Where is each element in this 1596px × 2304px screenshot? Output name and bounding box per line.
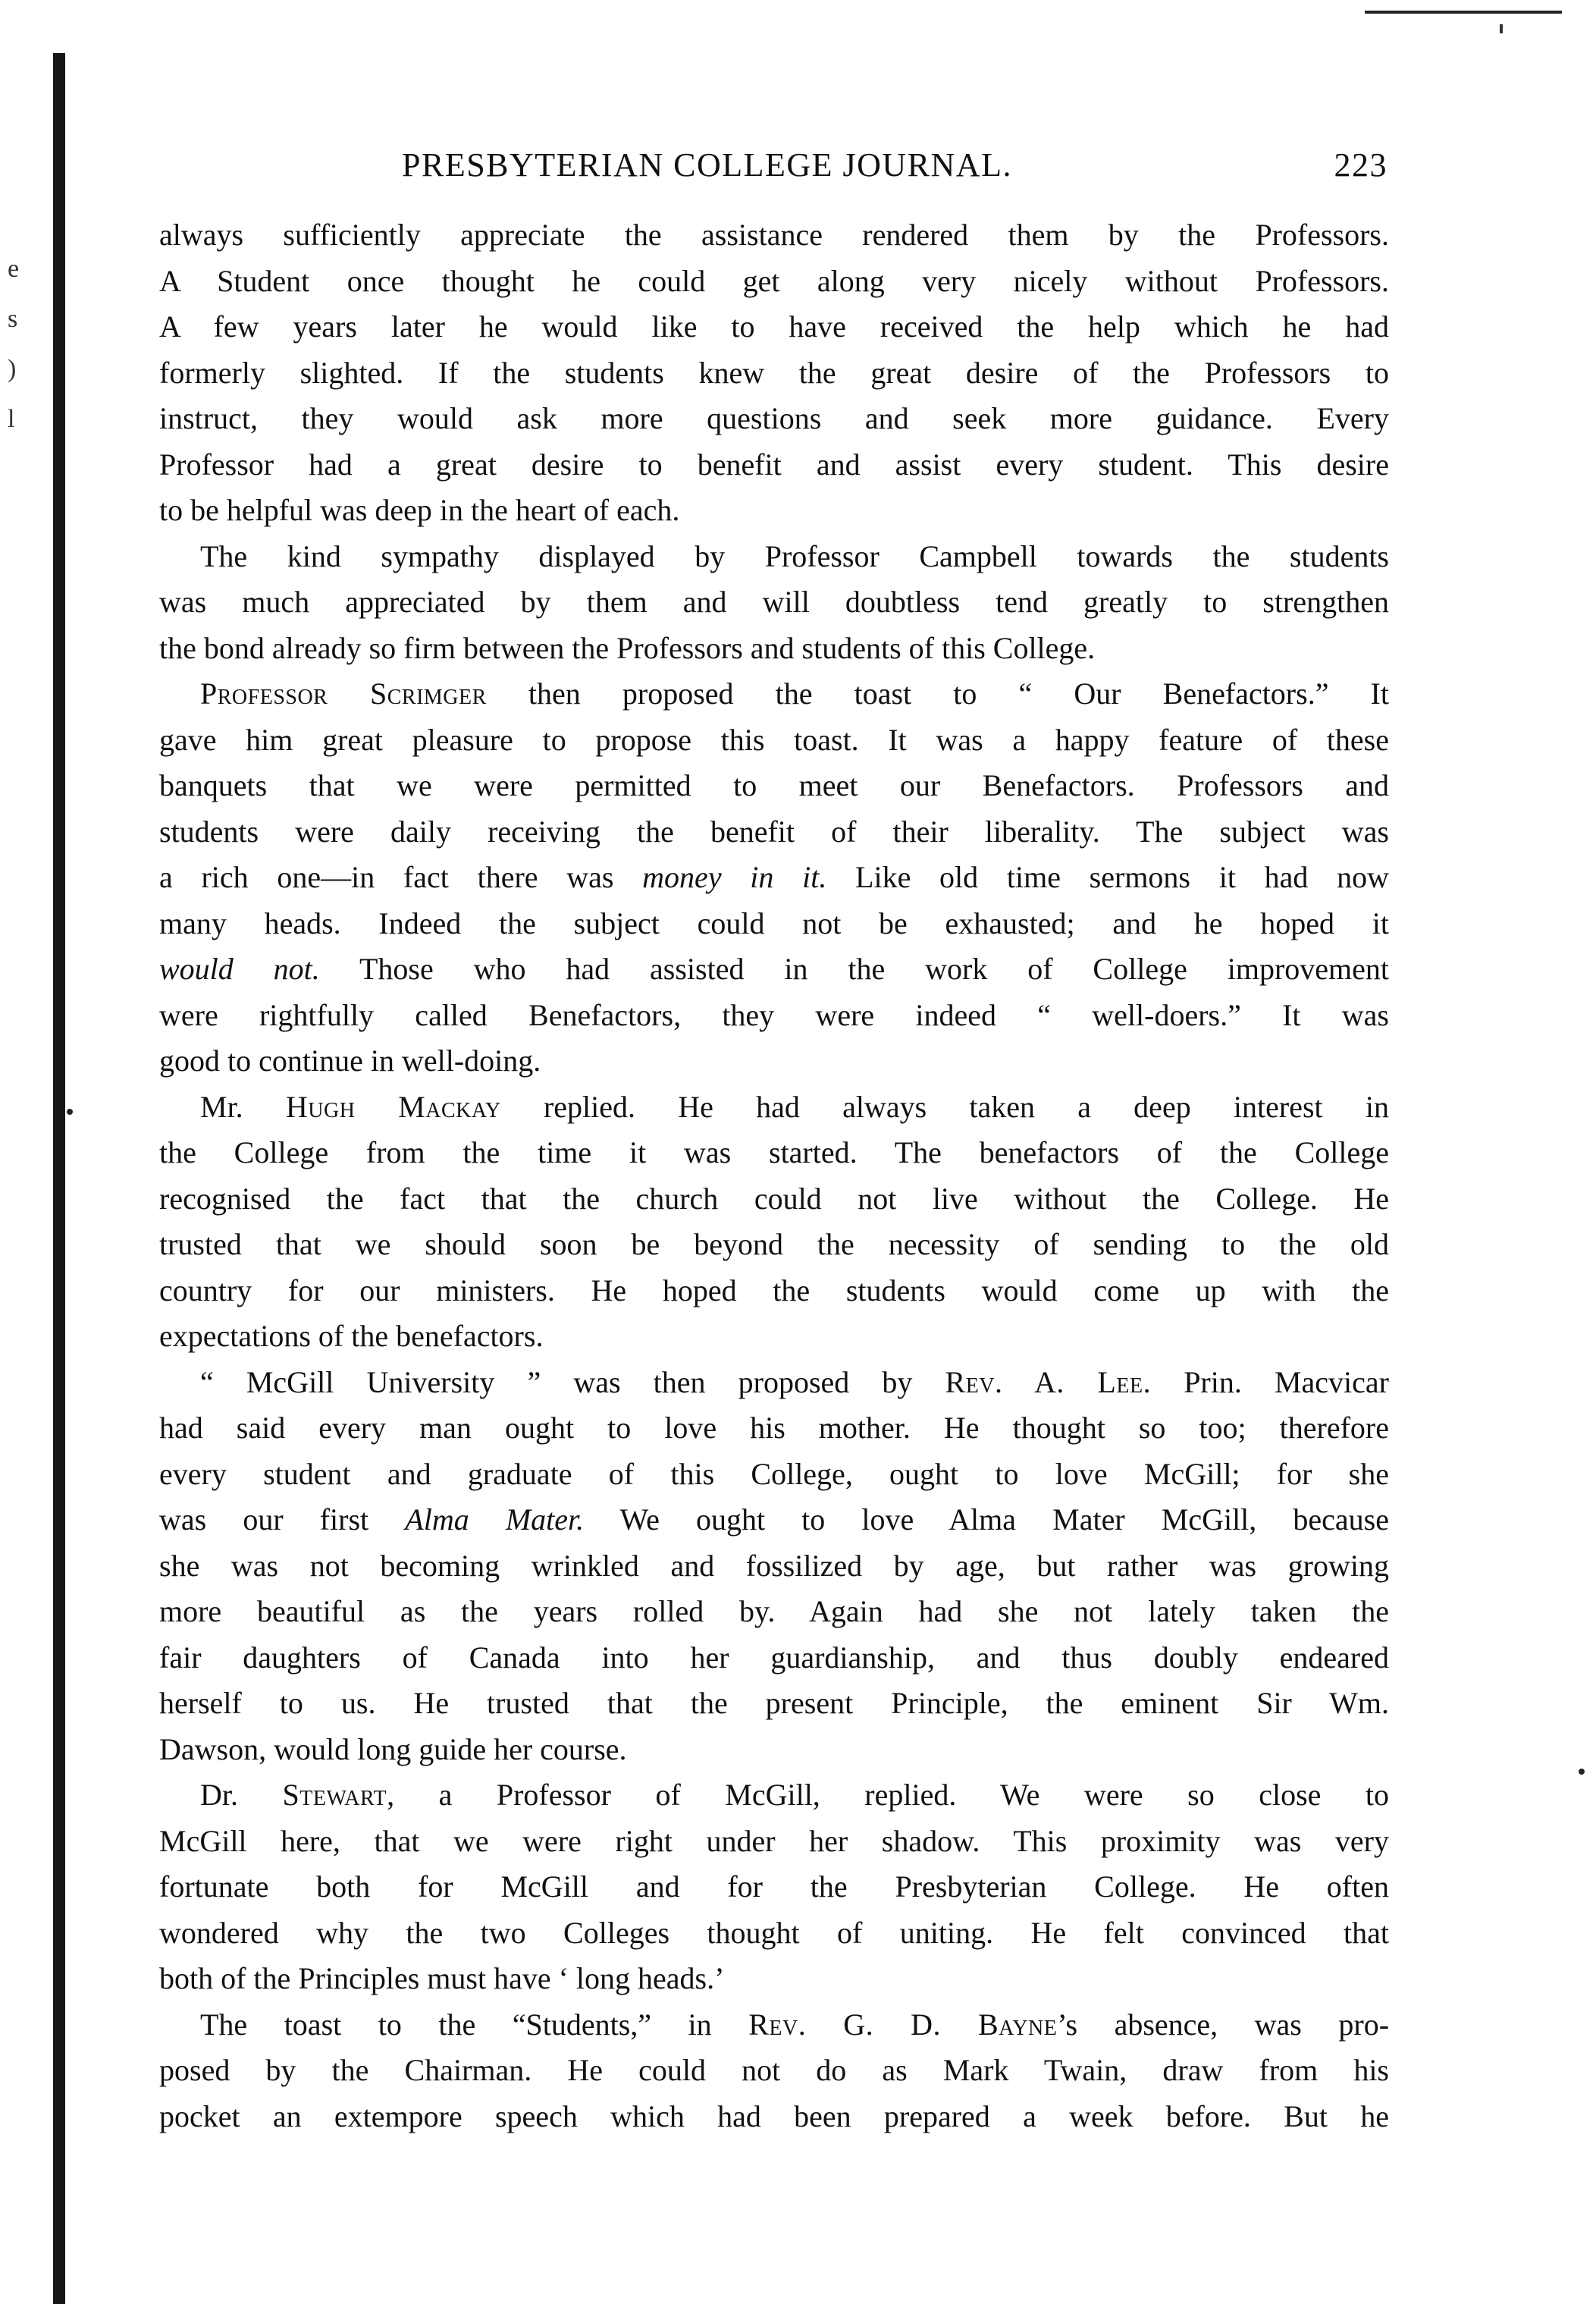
margin-fragment: ) (8, 355, 17, 383)
text-run: “ McGill University ” was then proposed by (200, 1364, 945, 1399)
text-run: Those who had assisted in the work of College improvement (319, 952, 1389, 986)
text-run: Dr. (200, 1778, 283, 1812)
page-number: 223 (1334, 146, 1387, 184)
text-line (159, 2094, 1389, 2140)
text-line (159, 993, 1389, 1039)
speaker-name: Rev. A. Lee. (945, 1364, 1152, 1399)
scan-speck (1579, 1769, 1585, 1775)
speaker-name: Rev. G. D. Bayne (748, 2007, 1058, 2042)
text-line (159, 626, 1389, 672)
body-text (159, 212, 1389, 2139)
text-line (159, 1635, 1389, 1681)
text-run: Like old time sermons it had now (826, 860, 1389, 894)
text-line (159, 212, 1389, 259)
text-run: were rightfully called Benefactors, they were indeed “ well-doers.” It was (159, 997, 1389, 1032)
scan-binding-edge (53, 53, 65, 2304)
speaker-name: Hugh Mackay (285, 1089, 501, 1124)
text-line (159, 717, 1389, 764)
text-line (159, 1038, 1389, 1085)
italic-phrase: would not. (159, 952, 320, 986)
margin-fragment: s (8, 305, 18, 333)
text-line (159, 671, 1389, 717)
text-line (159, 1589, 1389, 1635)
text-run: had said every man ought to love his mother. He thought so too; therefore (159, 1411, 1389, 1445)
scan-top-tick (1500, 24, 1503, 33)
text-line (159, 763, 1389, 809)
text-run: McGill here, that we were right under her shadow. This proximity was very (159, 1823, 1389, 1858)
scan-top-rule (1365, 11, 1562, 14)
text-run: expectations of the benefactors. (159, 1319, 544, 1353)
text-line (159, 442, 1389, 488)
text-line (159, 1176, 1389, 1223)
text-run: Professor had a great desire to benefit and assist every student. This desire (159, 447, 1389, 482)
text-line (159, 1405, 1389, 1452)
text-line (159, 1452, 1389, 1498)
margin-fragment: l (8, 405, 15, 433)
text-run: she was not becoming wrinkled and fossilized by age, but rather was growing (159, 1548, 1389, 1583)
text-run: fair daughters of Canada into her guardianship, and thus doubly endeared (159, 1640, 1389, 1675)
text-line (159, 534, 1389, 580)
text-line (159, 1360, 1389, 1406)
text-run: recognised the fact that the church could not live without the College. He (159, 1181, 1389, 1216)
text-run: herself to us. He trusted that the present Principle, the eminent Sir Wm. (159, 1686, 1389, 1720)
text-line (159, 1543, 1389, 1590)
text-run: instruct, they would ask more questions and seek more guidance. Every (159, 401, 1389, 435)
text-line (159, 1819, 1389, 1865)
text-run: both of the Principles must have ‘ long heads.’ (159, 1961, 725, 1995)
text-run: the College from the time it was started. The benefactors of the College (159, 1135, 1389, 1169)
text-line (159, 2048, 1389, 2094)
italic-phrase: money in it. (642, 860, 827, 894)
margin-fragment: e (8, 255, 20, 283)
text-run: Dawson, would long guide her course. (159, 1731, 627, 1766)
text-line (159, 2002, 1389, 2048)
text-line (159, 259, 1389, 305)
text-line (159, 1727, 1389, 1773)
text-run: banquets that we were permitted to meet our Benefactors. Professors and (159, 768, 1389, 802)
text-run: We ought to love Alma Mater McGill, because (584, 1502, 1389, 1537)
text-run: The toast to the “Students,” in (200, 2007, 749, 2042)
text-run: students were daily receiving the benefit of their liberality. The subject was (159, 814, 1389, 849)
text-line (159, 1268, 1389, 1314)
text-line (159, 488, 1389, 534)
italic-phrase: Alma Mater. (405, 1502, 585, 1537)
text-run: good to continue in well-doing. (159, 1044, 541, 1078)
text-line (159, 1222, 1389, 1268)
text-run: many heads. Indeed the subject could not be exhausted; and he hoped it (159, 906, 1389, 940)
text-line (159, 1497, 1389, 1543)
text-line (159, 579, 1389, 626)
journal-title: PRESBYTERIAN COLLEGE JOURNAL. (402, 146, 1012, 184)
text-line (159, 1910, 1389, 1957)
text-run: A Student once thought he could get along very nicely without Professors. (159, 263, 1389, 298)
text-run: replied. He had always taken a deep interest in (500, 1089, 1389, 1124)
text-run: wondered why the two Colleges thought of uniting. He felt convinced that (159, 1915, 1389, 1950)
text-run: posed by the Chairman. He could not do as Mark Twain, draw from his (159, 2053, 1389, 2087)
text-run: to be helpful was deep in the heart of each. (159, 493, 680, 527)
text-line (159, 855, 1389, 901)
margin-fragments (8, 244, 33, 444)
text-run: Mr. (200, 1089, 286, 1124)
text-run: the bond already so firm between the Professors and students of this College. (159, 630, 1096, 665)
text-run: ’s absence, was pro- (1057, 2007, 1390, 2042)
text-run: pocket an extempore speech which had been prepared a week before. But he (159, 2098, 1389, 2133)
text-run: fortunate both for McGill and for the Presbyterian College. He often (159, 1869, 1389, 1904)
text-line (159, 1130, 1389, 1176)
text-run: gave him great pleasure to propose this toast. It was a happy feature of these (159, 722, 1389, 757)
text-run: Prin. Macvicar (1151, 1364, 1389, 1399)
text-run: A few years later he would like to have received the help which he had (159, 309, 1389, 344)
text-run: always sufficiently appreciate the assistance rendered them by the Professors. (159, 218, 1389, 252)
text-line (159, 1956, 1389, 2002)
speaker-name: Stewart (282, 1778, 387, 1812)
text-line (159, 901, 1389, 947)
text-run: formerly slighted. If the students knew the great desire of the Professors to (159, 355, 1389, 390)
text-line (159, 1314, 1389, 1360)
text-line (159, 1681, 1389, 1727)
text-line (159, 809, 1389, 855)
text-line (159, 396, 1389, 442)
text-line (159, 1864, 1389, 1910)
text-run: trusted that we should soon be beyond the necessity of sending to the old (159, 1227, 1389, 1261)
text-run: The kind sympathy displayed by Professor Campbell towards the students (200, 538, 1389, 573)
text-run: country for our ministers. He hoped the students would come up with the (159, 1273, 1389, 1307)
text-line (159, 304, 1389, 350)
text-run: was much appreciated by them and will doubtless tend greatly to strengthen (159, 585, 1389, 619)
text-run: was our first (159, 1502, 406, 1537)
scan-speck (67, 1109, 73, 1115)
text-run: a rich one—in fact there was (159, 860, 643, 894)
text-run: , a Professor of McGill, replied. We were so close to (387, 1778, 1390, 1812)
text-run: more beautiful as the years rolled by. Again had she not lately taken the (159, 1594, 1389, 1628)
text-line (159, 1772, 1389, 1819)
text-run: then proposed the toast to “ Our Benefactors.” It (486, 676, 1389, 711)
speaker-name: Professor Scrimger (200, 676, 487, 711)
text-run: every student and graduate of this College, ought to love McGill; for she (159, 1456, 1389, 1491)
text-line (159, 350, 1389, 397)
running-head (159, 143, 1387, 196)
text-line (159, 1085, 1389, 1131)
text-line (159, 946, 1389, 993)
